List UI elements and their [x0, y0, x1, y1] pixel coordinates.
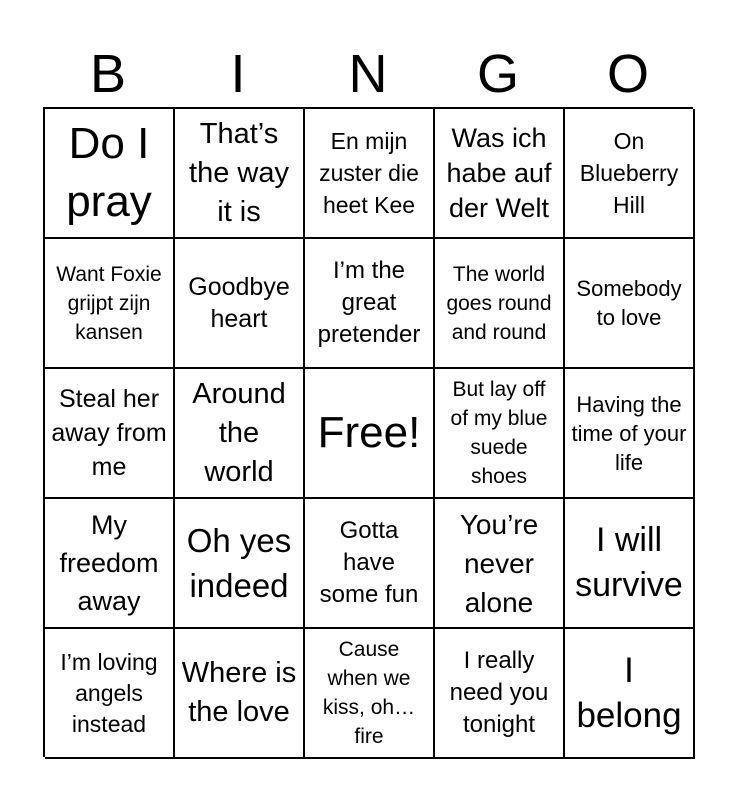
bingo-cell: Around the world — [175, 369, 305, 499]
bingo-cell: Do I pray — [45, 109, 175, 239]
bingo-cell: Steal her away from me — [45, 369, 175, 499]
bingo-cell: I really need you tonight — [435, 629, 565, 759]
bingo-cell: I’m loving angels instead — [45, 629, 175, 759]
bingo-cell: I’m the great pretender — [305, 239, 435, 369]
bingo-cell: My freedom away — [45, 499, 175, 629]
bingo-cell: On Blueberry Hill — [565, 109, 695, 239]
bingo-free-cell: Free! — [305, 369, 435, 499]
bingo-cell: I belong — [565, 629, 695, 759]
bingo-cell: You’re never alone — [435, 499, 565, 629]
bingo-cell: Somebody to love — [565, 239, 695, 369]
header-letter-n: N — [348, 44, 388, 104]
header-letter-i: I — [230, 44, 246, 104]
bingo-cell: Was ich habe auf der Welt — [435, 109, 565, 239]
bingo-cell: The world goes round and round — [435, 239, 565, 369]
bingo-cell: Where is the love — [175, 629, 305, 759]
bingo-cell: Oh yes indeed — [175, 499, 305, 629]
bingo-cell: Want Foxie grijpt zijn kansen — [45, 239, 175, 369]
header-letter-o: O — [606, 44, 649, 104]
bingo-cell: That’s the way it is — [175, 109, 305, 239]
bingo-cell: Goodbye heart — [175, 239, 305, 369]
bingo-cell: Cause when we kiss, oh… fire — [305, 629, 435, 759]
bingo-cell: But lay off of my blue suede shoes — [435, 369, 565, 499]
header-letter-b: B — [89, 44, 127, 104]
bingo-header — [43, 40, 693, 108]
bingo-cell: En mijn zuster die heet Kee — [305, 109, 435, 239]
bingo-card — [43, 107, 693, 757]
bingo-cell: Having the time of your life — [565, 369, 695, 499]
bingo-cell: I will survive — [565, 499, 695, 629]
header-letter-g: G — [476, 44, 519, 104]
bingo-cell: Gotta have some fun — [305, 499, 435, 629]
